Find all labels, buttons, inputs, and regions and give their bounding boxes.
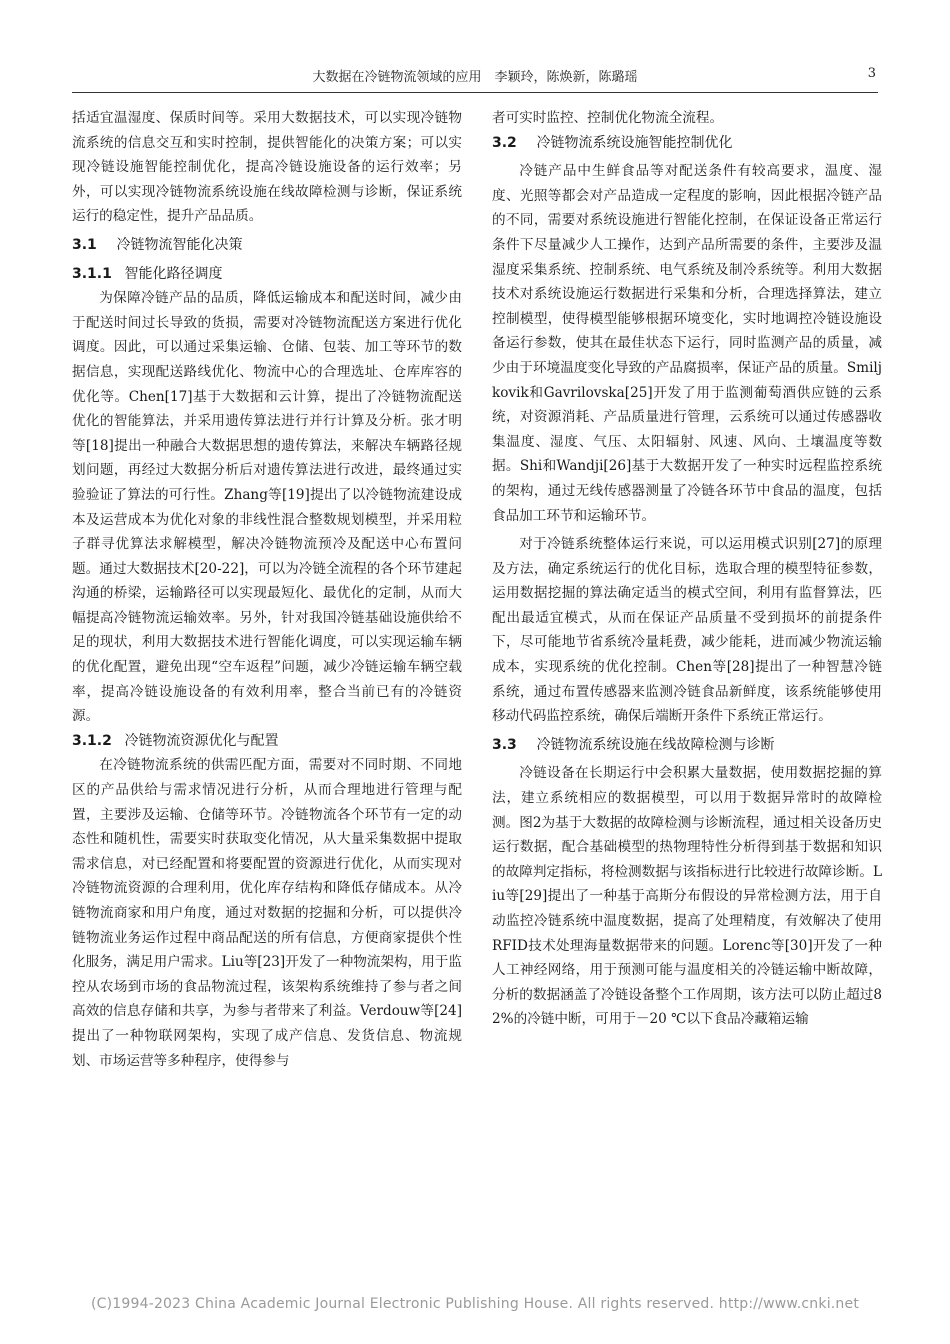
section-heading-3-2 xyxy=(492,131,882,156)
page-number: 3 xyxy=(867,66,876,81)
paragraph-control-optimization: 冷链产品中生鲜食品等对配送条件有较高要求，温度、湿度、光照等都会对产品造成一定程度的影响，因此根据冷链产品的不同，需要对系统设施进行智能化控制，在保证设备正常运行条件下尽量减少人工操作，达到产品所需要的条件，主要涉及温湿度采集系统、控制系统、电气系统及制冷系统等。利用大数据技术对系统设施运行数据进行采集和分析，合理选择算法，建立控制模型，使得模型能够根据环境变化，实时地调控冷链设施设备运行参数，使其在最佳状态下运行，同时监测产品的质量，减少由于环境温度变化导致的产品腐损率，保证产品的质量。Smiljkovik和Gavrilovska[25]开发了用于监测葡萄酒供应链的云系统，对资源消耗、产品质量进行管理，云系统可以通过传感器收集温度、湿度、气压、太阳辐射、风速、风向、土壤温度等数据。Shi和Wandji[26]基于大数据开发了一种实时远程监控系统的架构，通过无线传感器测量了冷链各环节中食品的温度，包括食品加工环节和运输环节。 xyxy=(492,163,882,524)
paragraph-fault-detection: 冷链设备在长期运行中会积累大量数据，使用数据挖掘的算法，建立系统相应的数据模型，可以用于数据异常时的故障检测。图2为基于大数据的故障检测与诊断流程，通过相关设备历史运行数据，配合基础模型的热物理特性分析得到基于数据和知识的故障判定指标，将检测数据与该指标进行比较进行故障诊断。Liu等[29]提出了一种基于高斯分布假设的异常检测方法，用于自动监控冷链系统中温度数据，提高了处理精度，有效解决了使用RFID技术处理海量数据带来的问题。Lorenc等[30]开发了一种人工神经网络，用于预测可能与温度相关的冷链运输中断故障，分析的数据涵盖了冷链设备整个工作周期，该方法可以防止超过82%的冷链中断，可用于－20 ℃以下食品冷藏箱运输 xyxy=(492,765,882,1028)
section-title: 冷链物流系统设施在线故障检测与诊断 xyxy=(536,736,775,753)
section-title: 冷链物流资源优化与配置 xyxy=(124,732,279,749)
section-number: 3.2 xyxy=(492,134,517,151)
header-title: 大数据在冷链物流领域的应用 李颖玲，陈焕新，陈璐瑶 xyxy=(312,70,638,85)
section-number: 3.1.1 xyxy=(72,265,112,282)
section-number: 3.3 xyxy=(492,736,517,753)
right-column xyxy=(492,106,882,1032)
section-heading-3-1-2 xyxy=(72,729,462,754)
section-title: 冷链物流智能化决策 xyxy=(116,236,243,253)
paragraph-resource-optimization: 在冷链物流系统的供需匹配方面，需要对不同时期、不同地区的产品供给与需求情况进行分析，从而合理地进行管理与配置，主要涉及运输、仓储等环节。冷链物流各个环节有一定的动态性和随机性，需要实时获取变化情况，从大量采集数据中提取需求信息，对已经配置和将要配置的资源进行优化，从而实现对冷链物流资源的合理利用，优化库存结构和降低存储成本。从冷链物流商家和用户角度，通过对数据的挖掘和分析，可以提供冷链物流业务运作过程中商品配送的所有信息，方便商家提供个性化服务，满足用户需求。Liu等[23]开发了一种物流架构，用于监控从农场到市场的食品物流过程，该架构系统维持了参与者之间高效的信息存储和共享，为参与者带来了利益。Verdouw等[24]提出了一种物联网架构，实现了成产信息、发货信息、物流规划、市场运营等多种程序，使得参与 xyxy=(72,757,462,1069)
section-number: 3.1.2 xyxy=(72,732,112,749)
section-number: 3.1 xyxy=(72,236,97,253)
paragraph-continued: 者可实时监控、控制优化物流全流程。 xyxy=(492,110,724,126)
section-title: 冷链物流系统设施智能控制优化 xyxy=(536,134,733,151)
section-heading-3-1 xyxy=(72,233,462,258)
paragraph-pattern-recognition: 对于冷链系统整体运行来说，可以运用模式识别[27]的原理及方法，确定系统运行的优化目标，选取合理的模型特征参数，运用数据挖掘的算法确定适当的模式空间，利用有监督算法，匹配出最适宜模式，从而在保证产品质量不受到损坏的前提条件下，尽可能地节省系统冷量耗费，减少能耗，进而减少物流运输成本，实现系统的优化控制。Chen等[28]提出了一种智慧冷链系统，通过布置传感器来监测冷链食品新鲜度，该系统能够使用移动代码监控系统，确保后端断开条件下系统正常运行。 xyxy=(492,536,882,725)
copyright-footer: (C)1994-2023 China Academic Journal Electronic Publishing House. All rights reserved. http://www.cnki.net xyxy=(90,1296,860,1312)
running-header xyxy=(72,62,878,93)
left-column xyxy=(72,106,462,1073)
section-heading-3-3 xyxy=(492,733,882,758)
section-title: 智能化路径调度 xyxy=(124,265,223,282)
section-heading-3-1-1 xyxy=(72,262,462,287)
paragraph-path-scheduling: 为保障冷链产品的品质，降低运输成本和配送时间，减少由于配送时间过长导致的货损，需要对冷链物流配送方案进行优化调度。因此，可以通过采集运输、仓储、包装、加工等环节的数据信息，实现配送路线优化、物流中心的合理选址、仓库库容的优化等。Chen[17]基于大数据和云计算，提出了冷链物流配送优化的智能算法，并采用遗传算法进行并行计算及分析。张才明等[18]提出一种融合大数据思想的遗传算法，来解决车辆路径规划问题，再经过大数据分析后对遗传算法进行改进，最终通过实验验证了算法的可行性。Zhang等[19]提出了以冷链物流建设成本及运营成本为优化对象的非线性混合整数规划模型，并采用粒子群寻优算法求解模型，解决冷链物流预冷及配送中心布置问题。通过大数据技术[20-22]，可以为冷链全流程的各个环节建起沟通的桥梁，运输路径可以实现最短化、最优化的定制，从而大幅提高冷链物流运输效率。另外，针对我国冷链基础设施供给不足的现状，利用大数据技术进行智能化调度，可以实现运输车辆的优化配置，避免出现“空车返程”问题，减少冷链运输车辆空载率，提高冷链设施设备的有效利用率，整合当前已有的冷链资源。 xyxy=(72,290,462,725)
paragraph-intro: 括适宜温湿度、保质时间等。采用大数据技术，可以实现冷链物流系统的信息交互和实时控制，提供智能化的决策方案；可以实现冷链设施智能控制优化，提高冷链设施设备的运行效率；另外，可以实现冷链物流系统设施在线故障检测与诊断，保证系统运行的稳定性，提升产品品质。 xyxy=(72,110,462,225)
